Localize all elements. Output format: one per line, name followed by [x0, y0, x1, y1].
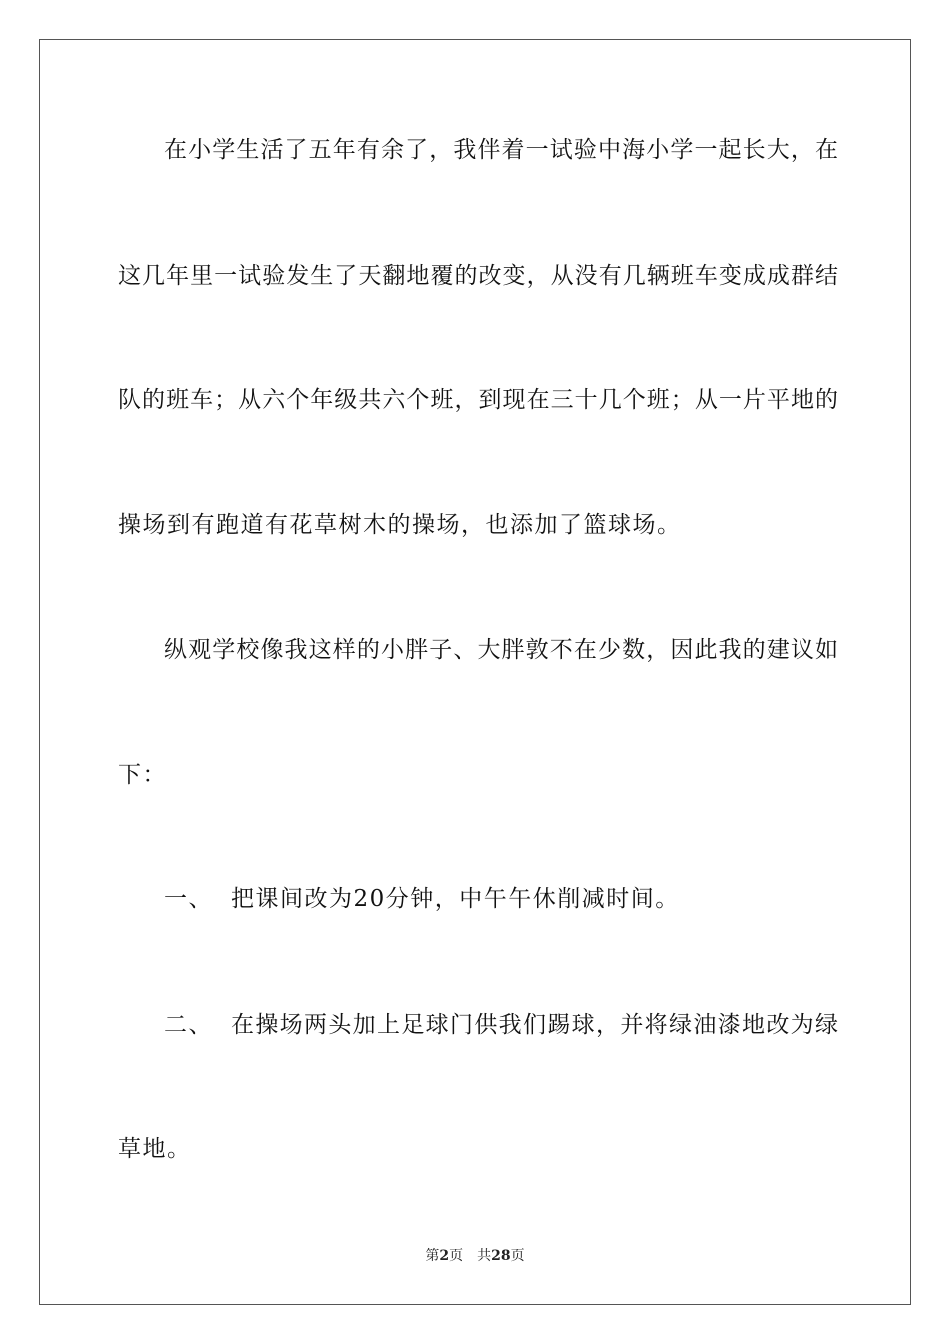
total-prefix: 共 — [477, 1248, 492, 1264]
paragraph-2-line-1: 纵观学校像我这样的小胖子、大胖敦不在少数，因此我的建议如 — [164, 637, 838, 663]
page-prefix: 第 — [425, 1248, 440, 1264]
page-total: 28 — [491, 1248, 511, 1264]
list-item-2-line-2: 草地。 — [118, 1136, 192, 1162]
list-item-2-text: 在操场两头加上足球门供我们踢球，并将绿油漆地改为绿 — [231, 1012, 838, 1038]
page-frame — [39, 39, 911, 1305]
list-item-2-marker: 二、 — [164, 1012, 213, 1038]
paragraph-1-line-3: 队的班车；从六个年级共六个班，到现在三十几个班；从一片平地的 — [118, 387, 838, 413]
list-item-1-text: 把课间改为20分钟，中午午休削减时间。 — [231, 886, 680, 912]
page-current: 2 — [439, 1248, 450, 1264]
list-item-1 — [118, 884, 838, 914]
list-item-1-marker: 一、 — [164, 886, 213, 912]
paragraph-1-line-4: 操场到有跑道有花草树木的操场，也添加了篮球场。 — [118, 512, 682, 538]
page-suffix: 页 — [449, 1248, 464, 1264]
paragraph-1-line-1: 在小学生活了五年有余了，我伴着一试验中海小学一起长大，在 — [164, 137, 838, 163]
paragraph-2-line-2: 下： — [118, 762, 167, 788]
page-footer — [0, 1247, 950, 1265]
total-suffix: 页 — [510, 1248, 525, 1264]
list-item-2-line-1 — [118, 1010, 838, 1040]
paragraph-1-line-2: 这几年里一试验发生了天翻地覆的改变，从没有几辆班车变成成群结 — [118, 263, 838, 289]
